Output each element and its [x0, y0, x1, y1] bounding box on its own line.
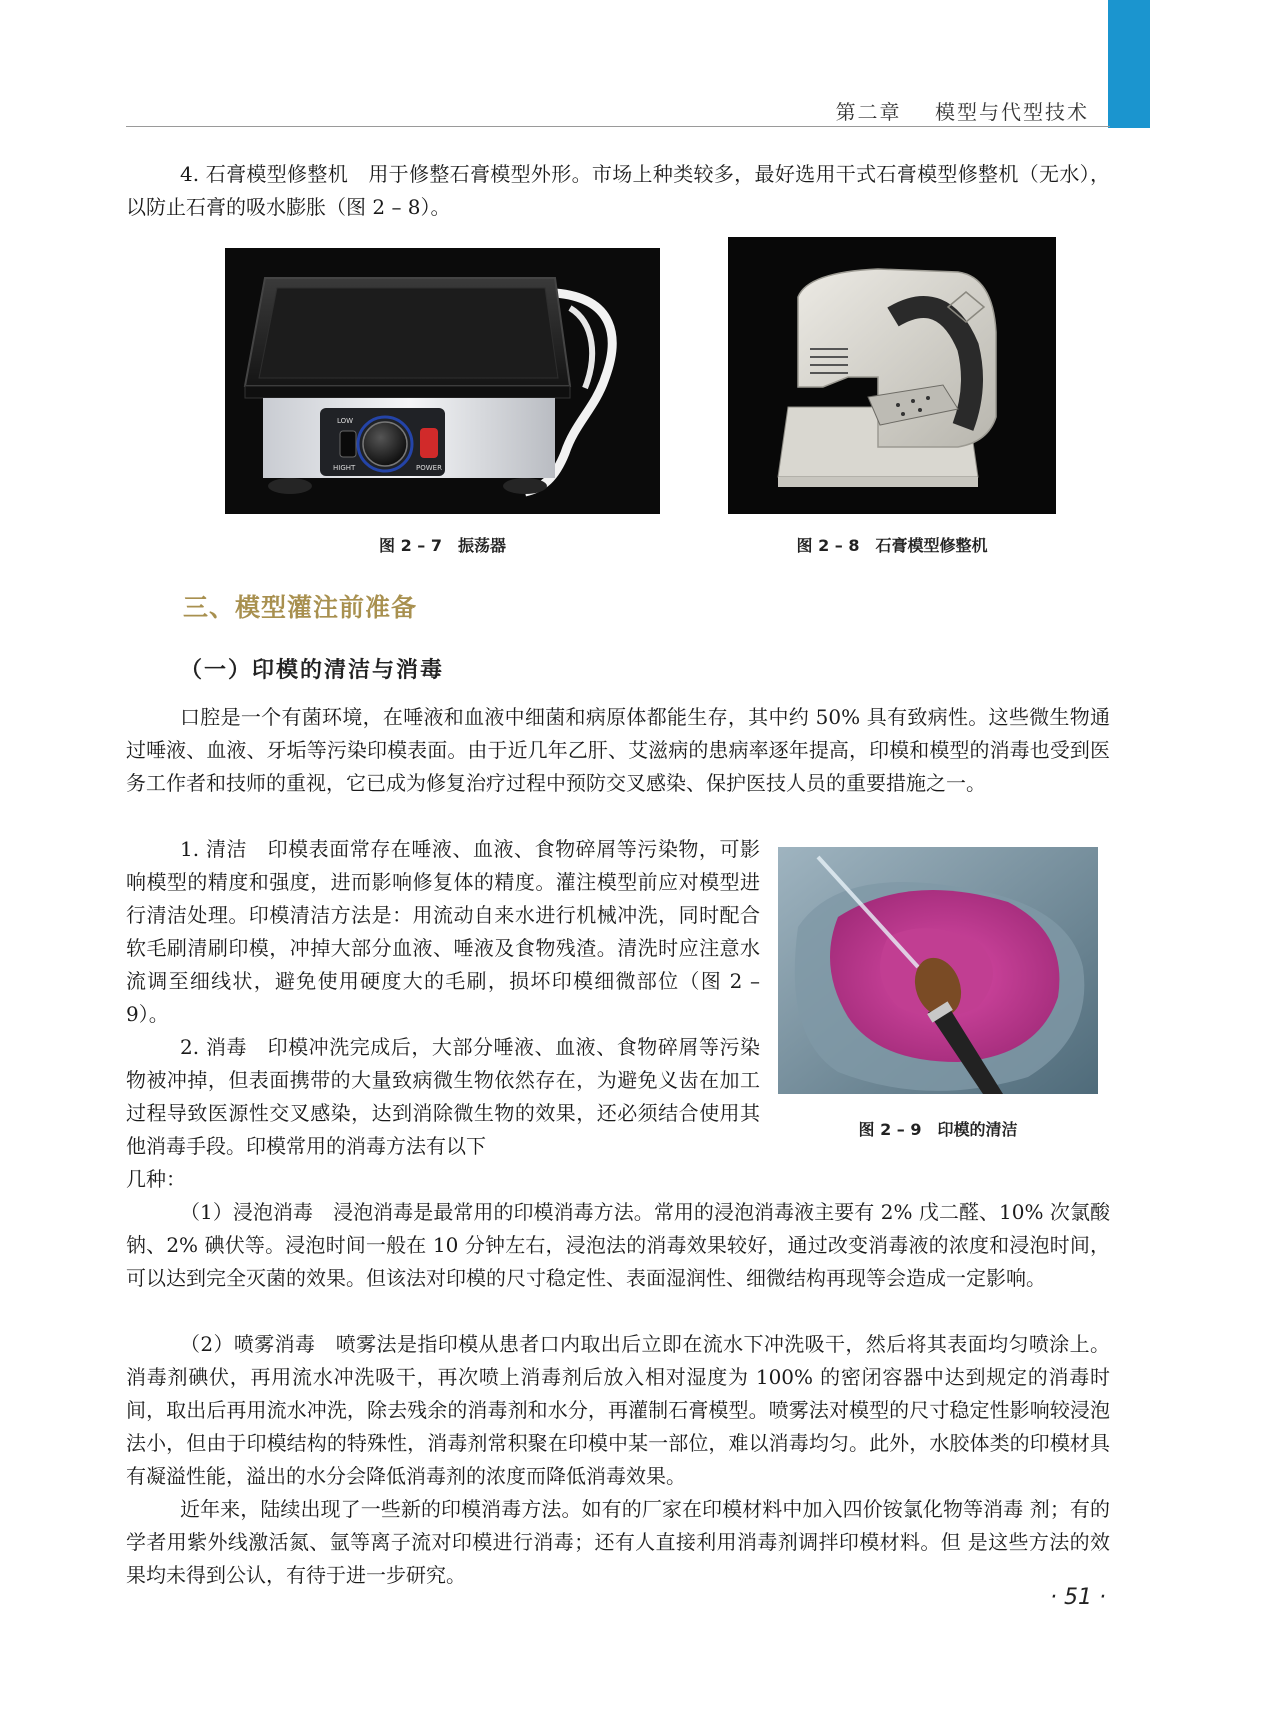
model-trimmer-photo — [728, 237, 1056, 514]
chapter-number: 第二章 — [835, 100, 902, 124]
running-header — [836, 96, 1089, 125]
chapter-tab — [1108, 0, 1150, 128]
figure-2-9-caption: 图 2 – 9 印模的清洁 — [858, 1120, 1018, 1139]
paragraph-immersion-disinfection: （1）浸泡消毒 浸泡消毒是最常用的印模消毒方法。常用的浸泡消毒液主要有 2% 戊二醛、10% 次氯酸钠、2% 碘伏等。浸泡时间一般在 10 分钟左右，浸泡法的消毒效果较好，通过改变消毒液的浓度和浸泡时间，可以达到完全灭菌的效果。但该法对印模的尺寸稳定性、表面湿润性、细微结构再现等会造成一定影响。 — [126, 1200, 1110, 1290]
paragraph-cleaning: 1. 清洁 印模表面常存在唾液、血液、食物碎屑等污染物，可影响模型的精度和强度，进而影响修复体的精度。灌注模型前应对模型进行清洁处理。印模清洁方法是：用流动自来水进行机械冲洗，同时配合软毛刷清刷印模，冲掉大部分血液、唾液及食物残渣。清洗时应注意水流调至细线状，避免使用硬度大的毛刷，损坏印模细微部位（图 2 – 9）。 — [126, 837, 760, 1026]
header-rule — [126, 126, 1110, 127]
panel-label-hight: HIGHT — [333, 464, 356, 472]
shaker-photo — [225, 248, 660, 514]
impression-cleaning-photo — [778, 847, 1098, 1094]
paragraph-disinfection: 2. 消毒 印模冲洗完成后，大部分唾液、血液、食物碎屑等污染物被冲掉，但表面携带的大量致病微生物依然存在，为避免义齿在加工过程导致医源性交叉感染，达到消除微生物的效果，还必须结合使用其他消毒手段。印模常用的消毒方法有以下 — [126, 1035, 760, 1158]
paragraph-disinfection-end: 几种： — [126, 1167, 186, 1191]
intro-paragraph: 4. 石膏模型修整机 用于修整石膏模型外形。市场上种类较多，最好选用干式石膏模型修整机（无水），以防止石膏的吸水膨胀（图 2 – 8）。 — [126, 162, 1110, 219]
paragraph-spray-disinfection: （2）喷雾消毒 喷雾法是指印模从患者口内取出后立即在流水下冲洗吸干，然后将其表面均匀喷涂上。消毒剂碘伏，再用流水冲洗吸干，再次喷上消毒剂后放入相对湿度为 100% 的密闭容器中达到规定的消毒时间，取出后再用流水冲洗，除去残余的消毒剂和水分，再灌制石膏模型。喷雾法对模型的尺寸稳定性影响较浸泡法小，但由于印模结构的特殊性，消毒剂常积聚在印模中某一部位，难以消毒均匀。此外，水胶体类的印模材具有凝溢性能，溢出的水分会降低消毒剂的浓度而降低消毒效果。 — [126, 1332, 1110, 1488]
figure-2-8-caption: 图 2 – 8 石膏模型修整机 — [796, 536, 988, 555]
sub-heading: （一）印模的清洁与消毒 — [180, 657, 445, 683]
paragraph-oral-environment: 口腔是一个有菌环境，在唾液和血液中细菌和病原体都能生存，其中约 50% 具有致病性。这些微生物通过唾液、血液、牙垢等污染印模表面。由于近几年乙肝、艾滋病的患病率逐年提高，印模和模型的消毒也受到医务工作者和技师的重视，它已成为修复治疗过程中预防交叉感染、保护医技人员的重要措施之一。 — [126, 705, 1110, 795]
page-number: · 51 · — [1050, 1585, 1106, 1610]
figure-2-7-caption: 图 2 – 7 振荡器 — [379, 536, 506, 555]
chapter-title: 模型与代型技术 — [935, 100, 1089, 124]
panel-label-power: POWER — [416, 464, 442, 472]
panel-label-low: LOW — [337, 417, 354, 425]
paragraph-new-methods: 近年来，陆续出现了一些新的印模消毒方法。如有的厂家在印模材料中加入四价铵氯化物等消毒 剂；有的学者用紫外线激活氮、氩等离子流对印模进行消毒；还有人直接利用消毒剂调拌印模材料。但 是这些方法的效果均未得到公认，有待于进一步研究。 — [126, 1497, 1110, 1587]
section-heading: 三、模型灌注前准备 — [183, 593, 418, 622]
